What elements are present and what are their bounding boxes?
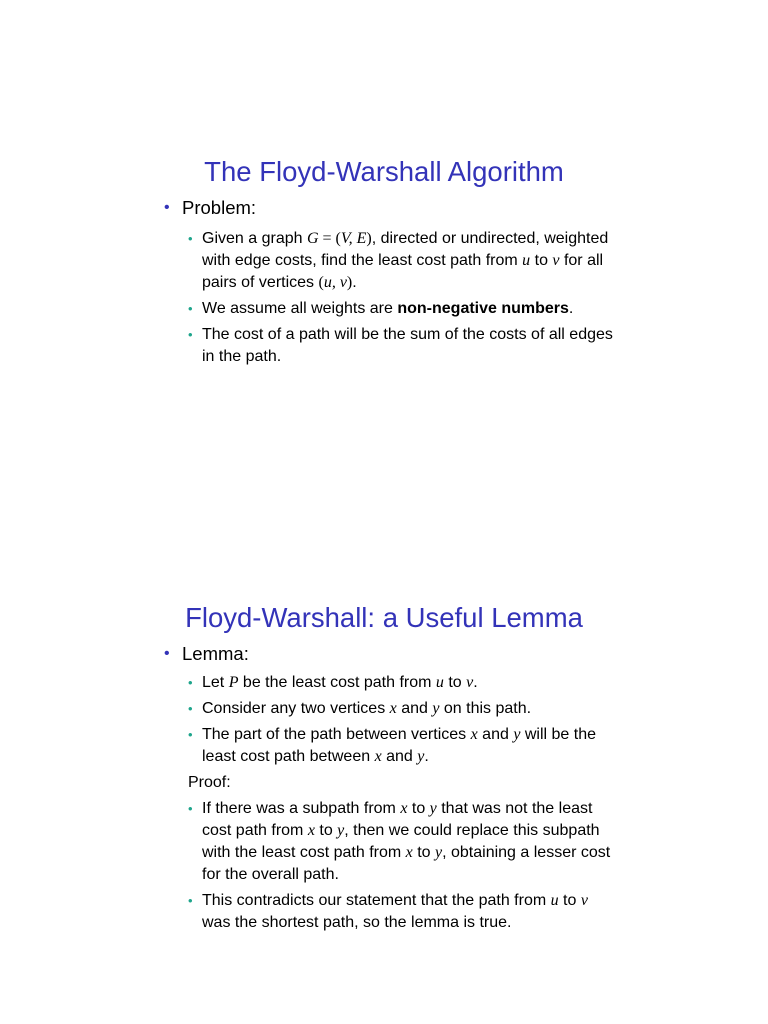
proof-label: Proof: [188, 774, 231, 791]
text: , obtaining a lesser cost for the overall path. [202, 844, 611, 883]
math-var: y [432, 700, 440, 717]
text: be the least cost path from [238, 674, 436, 691]
text: to [443, 674, 467, 691]
text: for all pairs of vertices [202, 252, 604, 291]
math-var: v [580, 892, 588, 909]
text: . [473, 674, 478, 691]
slide-2-title: Floyd-Warshall: a Useful Lemma [185, 602, 583, 633]
sub-bullet-icon: • [188, 727, 193, 742]
bold-text: non-negative numbers [397, 300, 569, 317]
text: to [407, 800, 430, 817]
math-var: x [374, 748, 382, 765]
slide-1-content [0, 196, 768, 368]
math-var: x [470, 726, 478, 743]
text: to [530, 252, 553, 269]
slide-1 [0, 150, 768, 368]
lemma-label: Lemma: [182, 643, 249, 664]
text: and [381, 748, 418, 765]
problem-item-cost [0, 324, 768, 368]
text: Let [202, 674, 229, 691]
math-var: y [429, 800, 437, 817]
slide-1-title: The Floyd-Warshall Algorithm [204, 156, 564, 187]
math-var: x [400, 800, 408, 817]
text: This contradicts our statement that the path from [202, 892, 551, 909]
math-var: y [417, 748, 425, 765]
text: The cost of a path will be the sum of the costs of all edges in the path. [202, 326, 613, 365]
math-var: v [466, 674, 474, 691]
problem-label: Problem: [182, 197, 257, 218]
math-op: ) [346, 274, 353, 291]
math-var: x [389, 700, 397, 717]
text: to [558, 892, 581, 909]
problem-item-graph [0, 228, 768, 294]
math-var: y [337, 822, 345, 839]
text: and [477, 726, 514, 743]
math-var: v [552, 252, 560, 269]
sub-bullet-icon: • [188, 327, 193, 342]
math-var: P [228, 674, 239, 691]
math-var: u [550, 892, 559, 909]
text: Given a graph [202, 230, 307, 247]
math-op: ( [318, 274, 324, 291]
sub-bullet-icon: • [188, 701, 193, 716]
text: . [352, 274, 357, 291]
lemma-item-subpath [0, 724, 768, 768]
lemma-item-vertices [0, 698, 768, 720]
math-var: y [435, 844, 443, 861]
sub-bullet-icon: • [188, 301, 193, 316]
sub-bullet-icon: • [188, 801, 193, 816]
sub-bullet-icon: • [188, 231, 193, 246]
math-var: y [513, 726, 521, 743]
lemma-bullet [0, 642, 768, 666]
bullet-icon: • [164, 645, 170, 662]
math-var: V, E [340, 230, 367, 247]
math-var: u [435, 674, 444, 691]
proof-item-conclusion [0, 890, 768, 934]
math-var: x [405, 844, 413, 861]
text: will be the least cost path between [202, 726, 597, 765]
text: , then we could replace this subpath with the least cost path from [202, 822, 600, 861]
slide-2 [0, 596, 768, 934]
problem-item-weights [0, 298, 768, 320]
text: We assume all weights are [202, 300, 398, 317]
math-var: u [522, 252, 531, 269]
text: and [396, 700, 433, 717]
math-var: x [307, 822, 315, 839]
text: to [412, 844, 435, 861]
text: If there was a subpath from [202, 800, 401, 817]
text: Consider any two vertices [202, 700, 390, 717]
proof-item-contradiction-setup [0, 798, 768, 886]
text: , directed or undirected, weighted with edge costs, find the least cost path from [202, 230, 609, 269]
math-var: u, v [323, 274, 347, 291]
math-op: = ( [318, 230, 341, 247]
text: to [314, 822, 338, 839]
text: . [424, 748, 429, 765]
text: was the shortest path, so the lemma is true. [202, 914, 512, 931]
bullet-icon: • [164, 199, 170, 216]
text: on this path. [439, 700, 532, 717]
lemma-item-path [0, 672, 768, 694]
text: . [568, 300, 574, 317]
slide-2-content [0, 642, 768, 934]
sub-bullet-icon: • [188, 893, 193, 908]
text: The part of the path between vertices [202, 726, 471, 743]
math-var: G [306, 230, 319, 247]
math-op: ) [366, 230, 372, 247]
problem-bullet [0, 196, 768, 220]
text: that was not the least cost path from [202, 800, 593, 839]
sub-bullet-icon: • [188, 675, 193, 690]
